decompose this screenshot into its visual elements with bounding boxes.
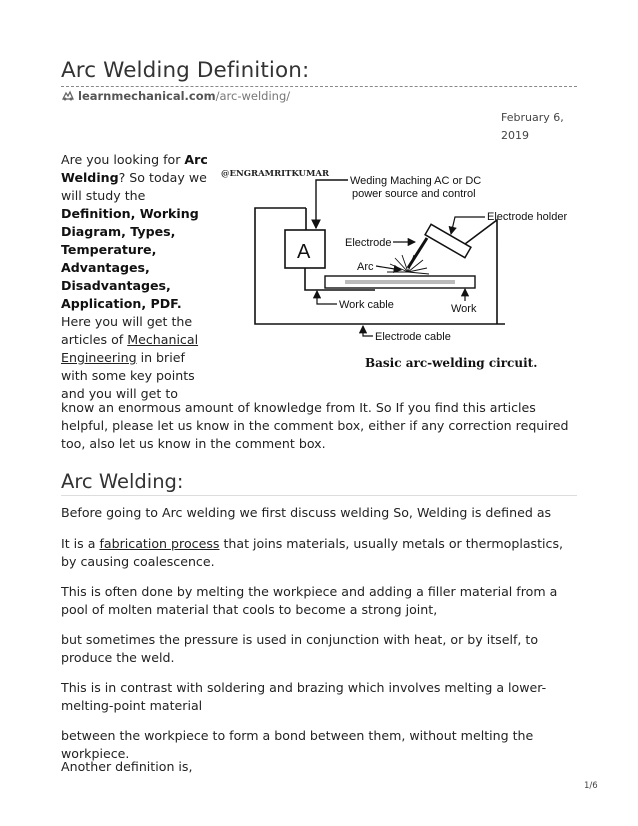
label-holder: Electrode holder <box>487 211 568 223</box>
paragraph-6: between the workpiece to form a bond between them, without melting the workpiece. <box>61 728 534 761</box>
site-favicon-icon <box>61 90 75 102</box>
arc-welding-circuit-diagram <box>215 160 585 376</box>
ammeter-label: A <box>297 241 311 263</box>
intro-text-3: Here you will get the articles of <box>61 314 193 347</box>
paragraph-1: Before going to Arc welding we first discuss welding So, Welding is defined as <box>61 505 552 520</box>
paragraph-2-text-a: It is a <box>61 536 100 551</box>
figure-watermark: @ENGRAMRITKUMAR <box>221 169 330 179</box>
arc-glow <box>387 255 429 274</box>
intro-paragraph <box>61 151 211 403</box>
intro-text-1: Are you looking for <box>61 152 185 167</box>
intro-continuation: know an enormous amount of knowledge from It. So If you find this articles helpful, please let us know in the comment box, either if any correction required too, also let us know in the comment box. <box>61 400 569 451</box>
intro-bold-1: Arc Welding <box>61 152 208 185</box>
source-url[interactable] <box>61 89 290 103</box>
figure-caption: Basic arc-welding circuit. <box>365 356 538 370</box>
publish-date <box>501 109 571 145</box>
title-divider <box>61 86 577 87</box>
intro-text-2: ? So today we will study the <box>61 170 207 203</box>
source-path[interactable]: /arc-welding/ <box>215 89 291 103</box>
label-electrode: Electrode <box>345 237 392 249</box>
label-machine-1: Weding Maching AC or DC <box>350 175 482 187</box>
fabrication-process-link[interactable]: fabrication process <box>99 536 220 551</box>
label-electrode-cable: Electrode cable <box>375 331 451 343</box>
page-number: 1/6 <box>584 781 598 791</box>
intro-text-4: in brief with some key points and you will get to <box>61 350 195 401</box>
source-domain[interactable]: learnmechanical.com <box>78 89 216 103</box>
label-work-cable: Work cable <box>339 299 394 311</box>
label-work: Work <box>451 303 477 315</box>
paragraph-2-text-b: that joins materials, usually metals or thermoplastics, by causing coalescence. <box>61 536 564 569</box>
paragraph-2 <box>61 535 577 571</box>
electrode-holder <box>425 224 471 257</box>
page-title: Arc Welding Definition: <box>61 58 310 83</box>
label-arc: Arc <box>357 261 374 273</box>
paragraph-4: but sometimes the pressure is used in conjunction with heat, or by itself, to produce the weld. <box>61 632 539 665</box>
paragraph-3: This is often done by melting the workpiece and adding a filler material from a pool of molten material that cools to become a strong joint, <box>61 584 558 617</box>
paragraph-7: Another definition is, <box>61 759 193 774</box>
date-line-1: February 6, <box>501 111 564 124</box>
date-line-2: 2019 <box>501 129 529 142</box>
label-machine-2: power source and control <box>352 188 476 200</box>
mechanical-engineering-link[interactable]: Mechanical Engineering <box>61 332 199 365</box>
section-heading: Arc Welding: <box>61 470 184 493</box>
intro-bold-2: Definition, Working Diagram, Types, Temperature, Advantages, Disadvantages, Application, PDF. <box>61 206 199 311</box>
paragraph-5: This is in contrast with soldering and brazing which involves melting a lower-melting-point material <box>61 680 547 713</box>
section-divider <box>61 495 577 496</box>
